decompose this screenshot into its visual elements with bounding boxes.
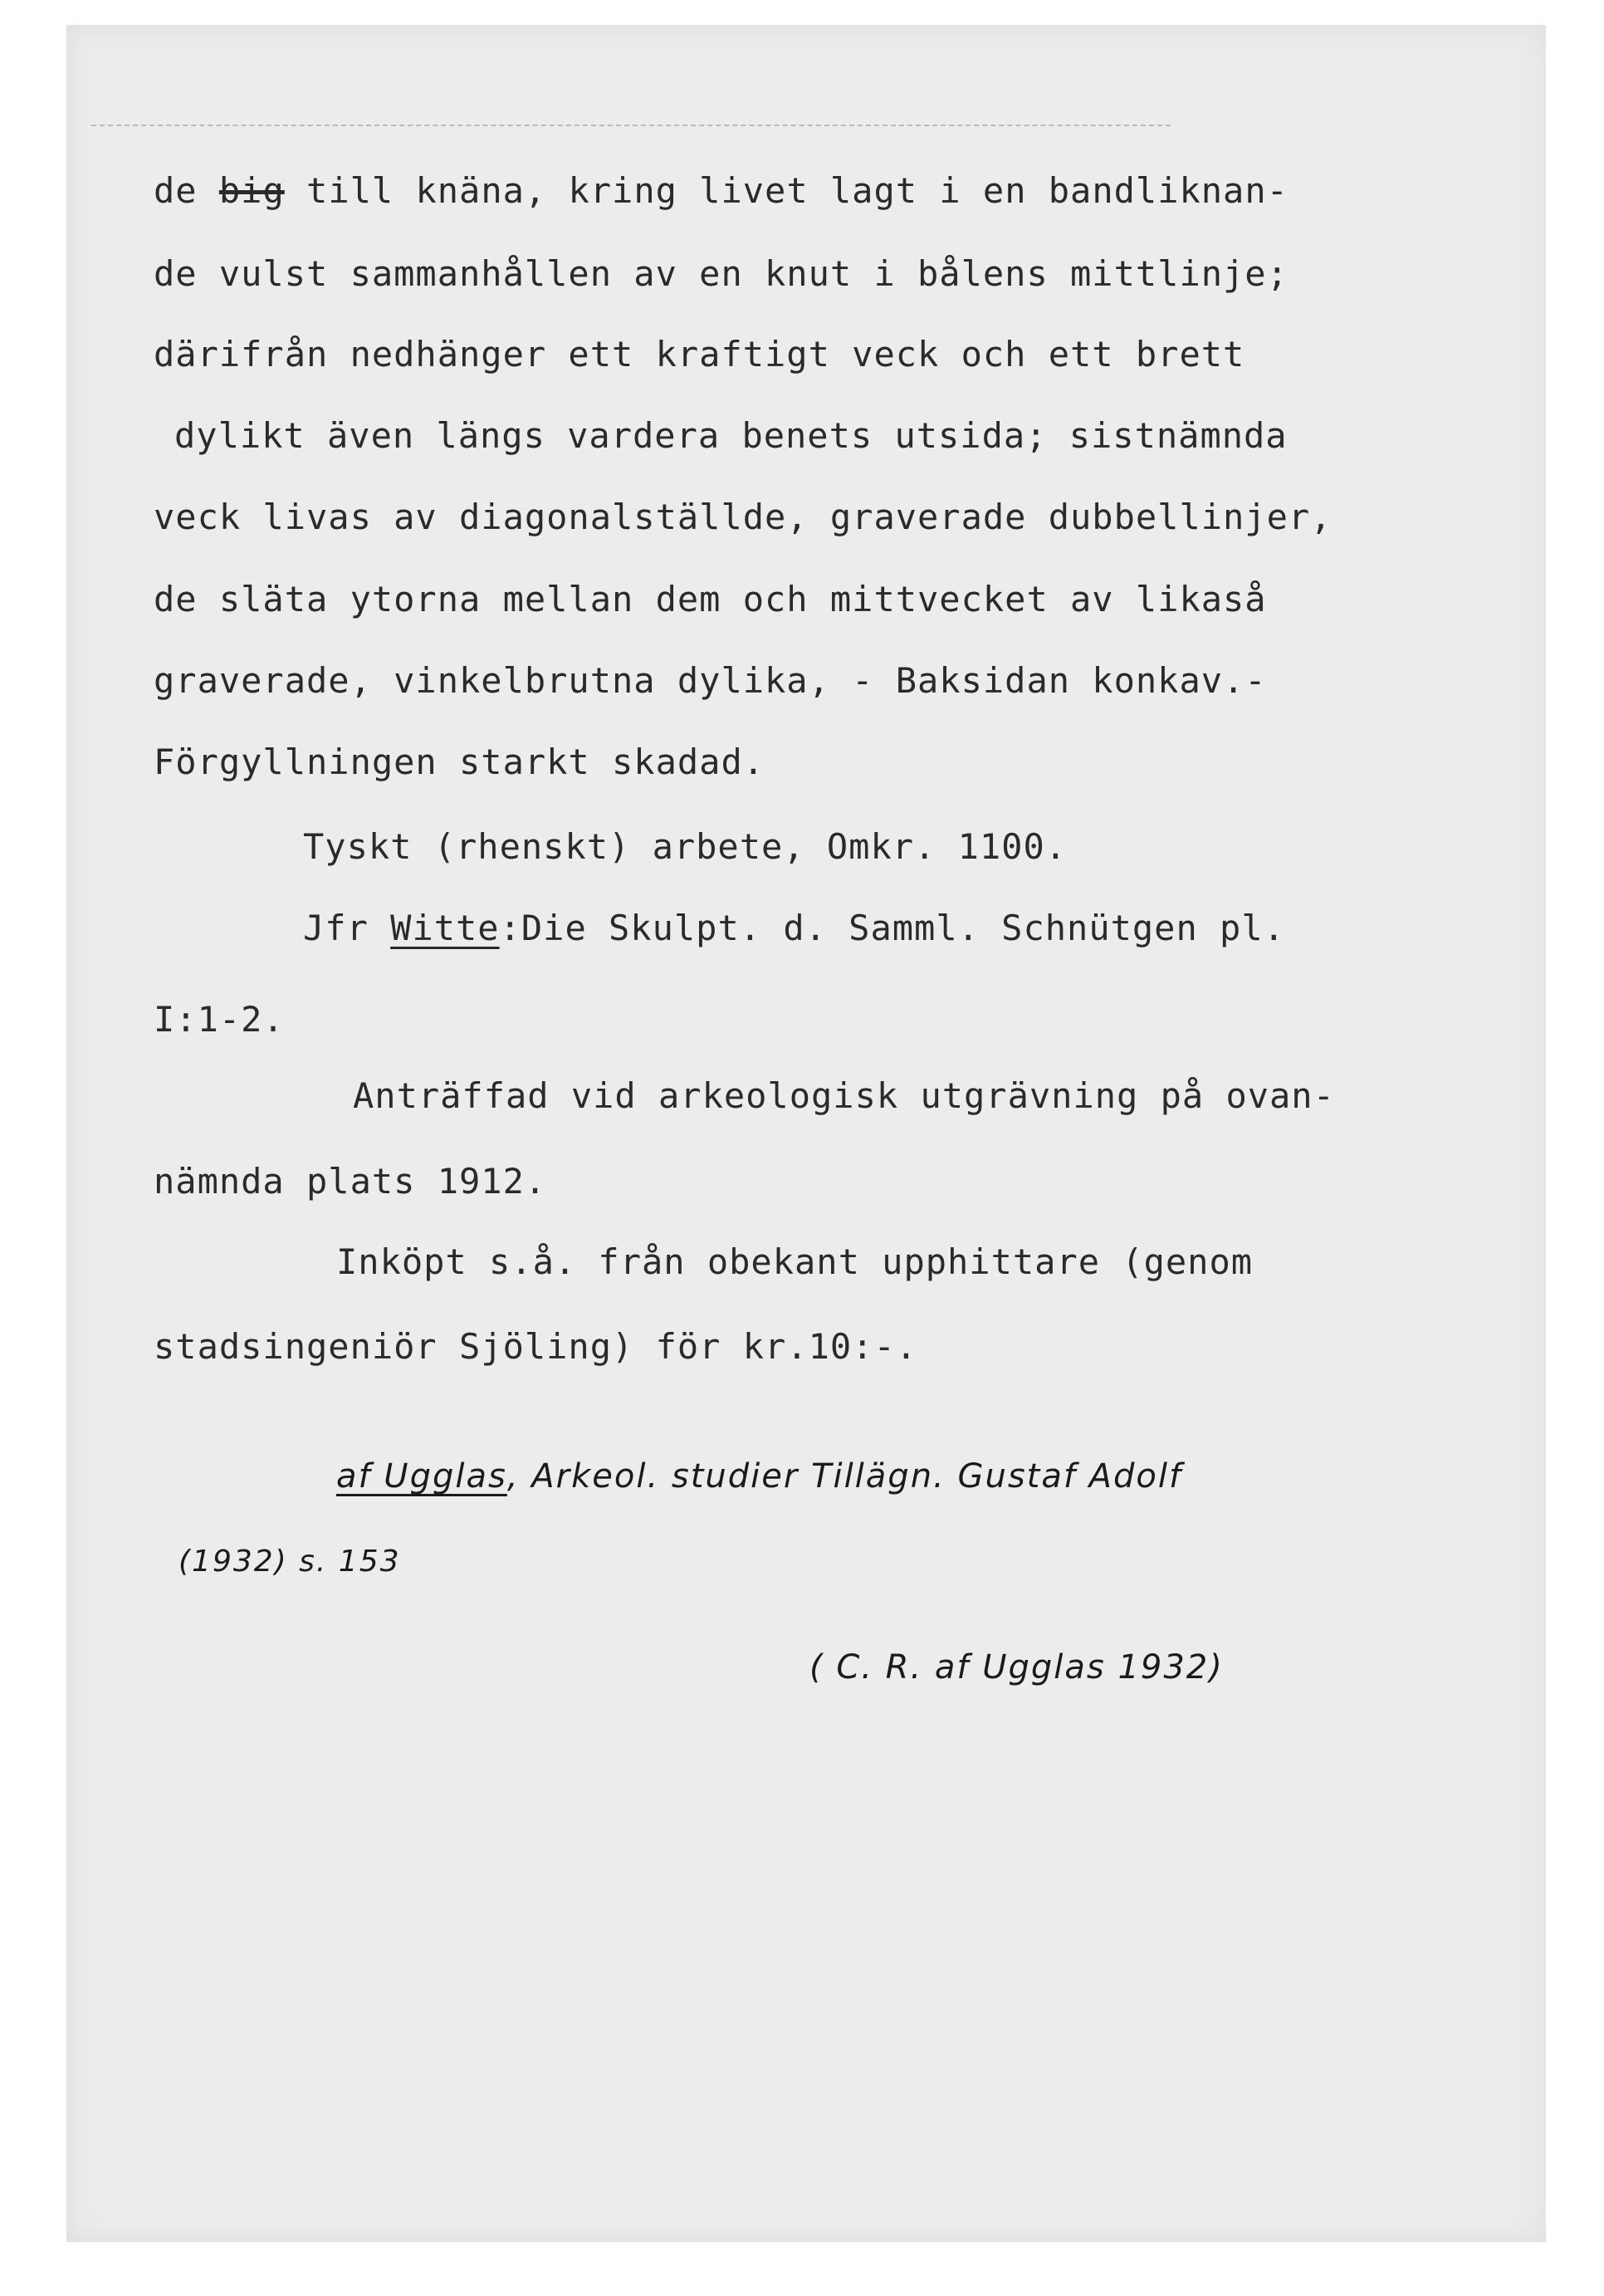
text-line-6: de släta ytorna mellan dem och mittvecket av likaså	[154, 579, 1267, 619]
line-10-rest: :Die Skulpt. d. Samml. Schnütgen pl.	[499, 908, 1285, 948]
handwritten-author: af Ugglas	[336, 1457, 507, 1496]
text-line-7: graverade, vinkelbrutna dylika, - Baksidan konkav.-	[154, 660, 1267, 701]
text-line-1	[154, 170, 1289, 211]
faint-top-line	[91, 125, 1171, 126]
handwritten-signature: ( C. R. af Ugglas 1932)	[809, 1648, 1224, 1687]
text-line-4: dylikt även längs vardera benets utsida; sistnämnda	[174, 415, 1288, 456]
line-1-rest: till knäna, kring livet lagt i en bandliknan-	[306, 170, 1289, 211]
handwritten-reference	[336, 1457, 1182, 1496]
text-line-11: I:1-2.	[154, 999, 285, 1040]
line-1-start: de	[154, 170, 198, 211]
text-line-12: Anträffad vid arkeologisk utgrävning på ovan-	[353, 1075, 1335, 1116]
struck-word: big	[218, 170, 285, 211]
handwritten-title: , Arkeol. studier Tillägn. Gustaf Adolf	[506, 1457, 1183, 1496]
text-line-15: stadsingeniör Sjöling) för kr.10:-.	[154, 1326, 918, 1367]
text-line-8: Förgyllningen starkt skadad.	[154, 742, 765, 782]
text-line-9: Tyskt (rhenskt) arbete, Omkr. 1100.	[303, 826, 1068, 867]
text-line-3: därifrån nedhänger ett kraftigt veck och ett brett	[154, 334, 1245, 375]
line-10-start: Jfr	[303, 908, 369, 948]
text-line-5: veck livas av diagonalställde, graverade dubbellinjer,	[154, 497, 1333, 537]
text-line-2: de vulst sammanhållen av en knut i bålens mittlinje;	[154, 253, 1289, 294]
text-line-13: nämnda plats 1912.	[154, 1161, 547, 1202]
text-line-10	[303, 908, 1285, 948]
handwritten-year-page: (1932) s. 153	[178, 1545, 401, 1579]
text-line-14: Inköpt s.å. från obekant upphittare (genom	[336, 1241, 1254, 1282]
underlined-author: Witte	[390, 908, 500, 948]
